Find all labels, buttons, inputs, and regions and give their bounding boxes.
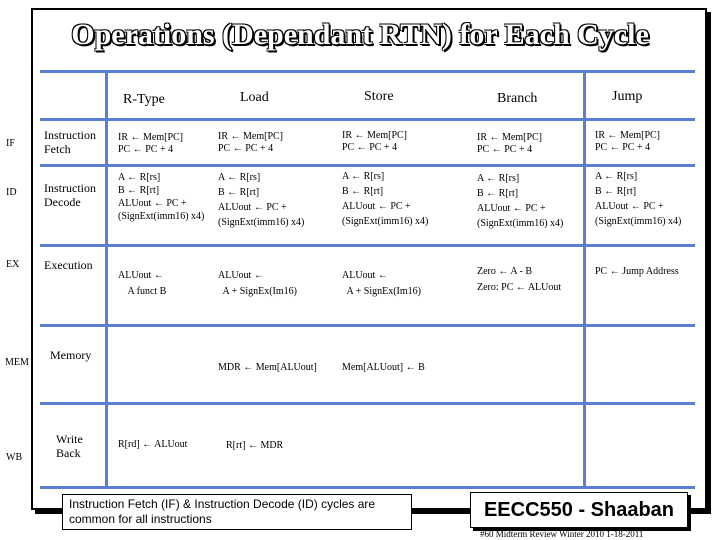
cell-exec-store: ALUout ← A + SignEx(Im16) [342,270,421,297]
column-header-rtype: R-Type [123,92,165,107]
cell-decode-branch: A ← R[rs] B ← R[rt] ALUout ← PC + (SignExt(imm16) x4) [477,173,564,229]
cell-decode-jump: A ← R[rs] B ← R[rt] ALUout ← PC + (SignExt(imm16) x4) [595,171,682,227]
column-header-branch: Branch [497,91,538,106]
cell-fetch-store: IR ← Mem[PC] PC ← PC + 4 [342,130,407,153]
cell-fetch-load: IR ← Mem[PC] PC ← PC + 4 [218,131,283,154]
cell-exec-jump: PC ← Jump Address [595,266,679,277]
cell-fetch-jump: IR ← Mem[PC] PC ← PC + 4 [595,130,660,153]
grid-line-memory [40,402,695,405]
cell-decode-load: A ← R[rs] B ← R[rt] ALUout ← PC + (SignExt(imm16) x4) [218,172,305,228]
cell-memory-store: Mem[ALUout] ← B [342,362,425,373]
grid-line-decode [40,244,695,247]
side-label-if: IF [6,138,15,149]
cell-fetch-branch: IR ← Mem[PC] PC ← PC + 4 [477,132,542,155]
cell-exec-rtype: ALUout ← A funct B [118,270,167,297]
side-label-ex: EX [6,259,20,270]
column-header-store: Store [364,89,394,104]
grid-line-exec [40,324,695,327]
stage-label-decode: Instruction Decode [44,181,96,209]
grid-line-fetch [40,164,695,167]
side-label-wb: WB [6,452,23,463]
stage-label-fetch: Instruction Fetch [44,128,96,156]
cell-exec-load: ALUout ← A + SignEx(Im16) [218,270,297,297]
side-label-id: ID [6,187,17,198]
stage-label-writeback: Write Back [56,432,83,460]
cell-memory-load: MDR ← Mem[ALUout] [218,362,317,373]
cell-writeback-rtype: R[rd] ← ALUout [118,439,188,450]
cell-exec-branch: Zero ← A - B Zero: PC ← ALUout [477,266,562,293]
column-header-jump: Jump [612,89,643,104]
cell-decode-store: A ← R[rs] B ← R[rt] ALUout ← PC + (SignExt(imm16) x4) [342,171,429,227]
stage-label-execution: Execution [44,258,93,272]
common-cycles-note: Instruction Fetch (IF) & Instruction Decode (ID) cycles are common for all instructions [62,494,412,530]
cell-decode-rtype: A ← R[rs] B ← R[rt] ALUout ← PC + (SignExt(imm16) x4) [118,172,205,222]
grid-col-line-1 [105,72,108,486]
slide-frame [31,8,707,510]
stage-label-memory: Memory [50,348,92,362]
page-title: Operations (Dependant RTN) for Each Cycle [71,18,649,51]
cell-writeback-load: R[rt] ← MDR [226,440,284,451]
course-brand: EECC550 - Shaaban [470,492,688,528]
grid-col-line-2 [583,72,586,486]
grid-line-header [40,118,695,121]
side-label-mem: MEM [5,357,29,368]
column-header-load: Load [240,90,269,105]
grid-line-top [40,70,695,73]
slide-footer: #60 Midterm Review Winter 2010 1-18-2011 [480,529,644,539]
cell-fetch-rtype: IR ← Mem[PC] PC ← PC + 4 [118,132,183,155]
grid-line-bottom [40,486,695,489]
